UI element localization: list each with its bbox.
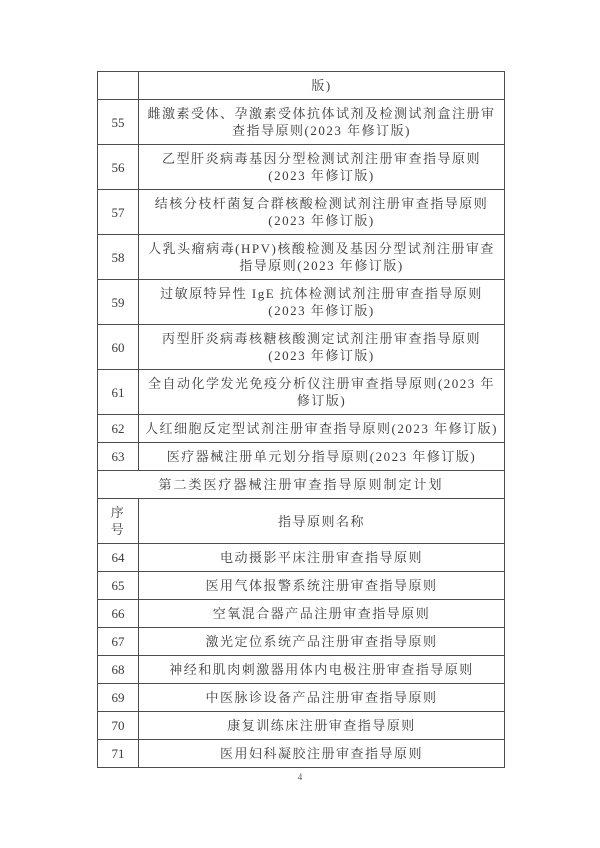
- table-row: [98, 280, 505, 325]
- row-seq-cell: 67: [98, 628, 139, 656]
- row-seq-cell: 61: [98, 370, 139, 415]
- row-seq-cell: 70: [98, 712, 139, 740]
- row-name-cell: 过敏原特异性 IgE 抗体检测试剂注册审查指导原则(2023 年修订版): [139, 280, 505, 325]
- row-seq-cell: 68: [98, 656, 139, 684]
- row-name-cell: 康复训练床注册审查指导原则: [139, 712, 505, 740]
- row-name-cell: 雌激素受体、孕激素受体抗体试剂及检测试剂盒注册审查指导原则(2023 年修订版): [139, 100, 505, 145]
- row-seq-cell: 71: [98, 740, 139, 768]
- row-seq-cell: 62: [98, 415, 139, 443]
- table-row: [98, 712, 505, 740]
- row-seq-cell: 56: [98, 145, 139, 190]
- table-row: [98, 656, 505, 684]
- table-row: [98, 600, 505, 628]
- row-name-cell: 版): [139, 72, 505, 100]
- page-number: 4: [297, 772, 303, 782]
- row-name-cell: 空氧混合器产品注册审查指导原则: [139, 600, 505, 628]
- row-seq-cell: 59: [98, 280, 139, 325]
- row-name-cell: 医用气体报警系统注册审查指导原则: [139, 572, 505, 600]
- row-name-cell: 乙型肝炎病毒基因分型检测试剂注册审查指导原则(2023 年修订版): [139, 145, 505, 190]
- table-row: [98, 740, 505, 768]
- table-row-continuation: [98, 72, 505, 100]
- table-row: [98, 415, 505, 443]
- row-seq-cell: 57: [98, 190, 139, 235]
- row-name-cell: 电动摄影平床注册审查指导原则: [139, 544, 505, 572]
- row-seq-cell: 64: [98, 544, 139, 572]
- section-title: 第二类医疗器械注册审查指导原则制定计划: [98, 471, 505, 499]
- row-seq-cell: 58: [98, 235, 139, 280]
- table-row: [98, 370, 505, 415]
- row-name-cell: 医用妇科凝胶注册审查指导原则: [139, 740, 505, 768]
- table-row: [98, 190, 505, 235]
- column-header-name: 指导原则名称: [139, 499, 505, 544]
- table-header-row: [98, 499, 505, 544]
- table-row: [98, 100, 505, 145]
- table-row: [98, 684, 505, 712]
- row-seq-cell: 55: [98, 100, 139, 145]
- row-name-cell: 丙型肝炎病毒核糖核酸测定试剂注册审查指导原则(2023 年修订版): [139, 325, 505, 370]
- table-row: [98, 443, 505, 471]
- row-name-cell: 神经和肌肉刺激器用体内电极注册审查指导原则: [139, 656, 505, 684]
- column-header-seq: 序号: [98, 499, 139, 544]
- row-name-cell: 人红细胞反定型试剂注册审查指导原则(2023 年修订版): [139, 415, 505, 443]
- row-seq-cell: 65: [98, 572, 139, 600]
- section-title-row: [98, 471, 505, 499]
- row-seq-cell: 63: [98, 443, 139, 471]
- table-row: [98, 325, 505, 370]
- row-seq-cell: [98, 72, 139, 100]
- row-seq-cell: 60: [98, 325, 139, 370]
- row-name-cell: 中医脉诊设备产品注册审查指导原则: [139, 684, 505, 712]
- table-row: [98, 572, 505, 600]
- row-name-cell: 激光定位系统产品注册审查指导原则: [139, 628, 505, 656]
- row-name-cell: 结核分枝杆菌复合群核酸检测试剂注册审查指导原则(2023 年修订版): [139, 190, 505, 235]
- row-seq-cell: 69: [98, 684, 139, 712]
- row-name-cell: 医疗器械注册单元划分指导原则(2023 年修订版): [139, 443, 505, 471]
- row-name-cell: 人乳头瘤病毒(HPV)核酸检测及基因分型试剂注册审查指导原则(2023 年修订版): [139, 235, 505, 280]
- guidance-principles-table: [97, 71, 505, 768]
- table-row: [98, 628, 505, 656]
- table-row: [98, 145, 505, 190]
- row-seq-cell: 66: [98, 600, 139, 628]
- row-name-cell: 全自动化学发光免疫分析仪注册审查指导原则(2023 年修订版): [139, 370, 505, 415]
- table-row: [98, 544, 505, 572]
- table-row: [98, 235, 505, 280]
